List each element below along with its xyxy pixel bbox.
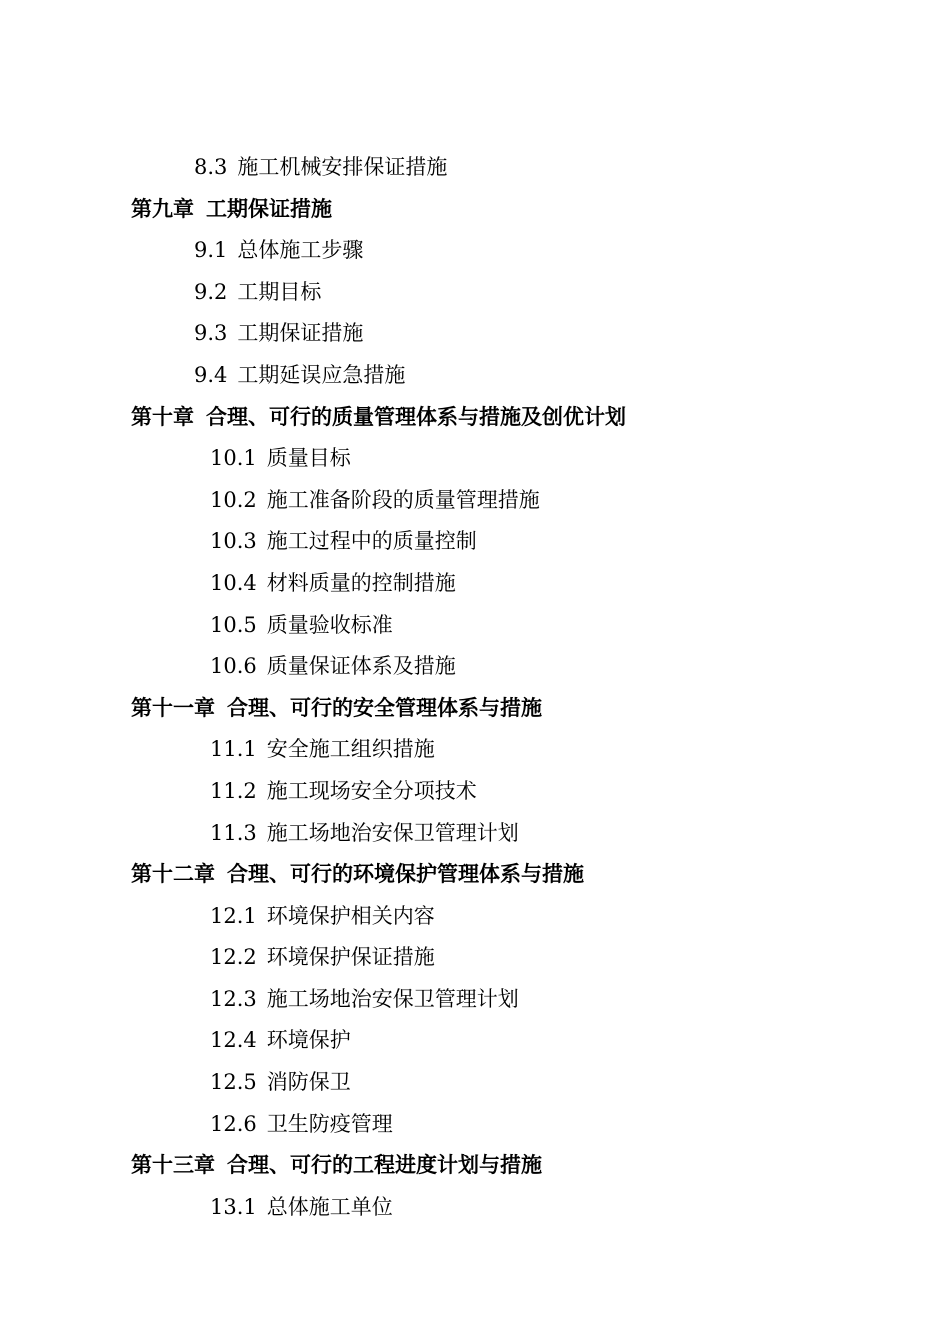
chapter-title: 合理、可行的环境保护管理体系与措施	[227, 862, 584, 887]
chapter-label: 第九章	[131, 196, 194, 221]
chapter-label: 第十二章	[131, 862, 215, 887]
section-title: 质量保证体系及措施	[266, 654, 456, 679]
toc-section-item	[0, 646, 950, 688]
section-title: 环境保护相关内容	[266, 903, 435, 928]
section-title: 卫生防疫管理	[266, 1111, 393, 1136]
toc-section-item	[0, 1187, 950, 1229]
toc-section-item	[0, 230, 950, 272]
toc-section-item	[0, 521, 950, 563]
section-title: 施工场地治安保卫管理计划	[266, 820, 519, 845]
section-number: 13.1	[210, 1194, 257, 1219]
section-number: 10.3	[210, 529, 257, 554]
toc-section-item	[0, 729, 950, 771]
toc-section-item	[0, 979, 950, 1021]
section-title: 工期目标	[237, 279, 322, 304]
toc-section-item	[0, 563, 950, 605]
section-number: 9.3	[194, 321, 228, 346]
toc-section-item	[0, 1062, 950, 1104]
section-number: 12.6	[210, 1111, 257, 1136]
section-number: 12.4	[210, 1028, 257, 1053]
section-title: 环境保护	[266, 1028, 351, 1053]
toc-section-item	[0, 438, 950, 480]
section-number: 9.2	[194, 279, 228, 304]
section-title: 材料质量的控制措施	[266, 570, 456, 595]
section-number: 12.3	[210, 986, 257, 1011]
section-title: 总体施工单位	[266, 1194, 393, 1219]
toc-chapter-heading	[0, 189, 950, 231]
section-number: 9.1	[194, 238, 228, 263]
section-number: 11.1	[210, 737, 257, 762]
chapter-title: 合理、可行的质量管理体系与措施及创优计划	[206, 404, 626, 429]
section-number: 10.1	[210, 446, 257, 471]
section-title: 消防保卫	[266, 1070, 351, 1095]
chapter-title: 合理、可行的工程进度计划与措施	[227, 1153, 542, 1178]
toc-section-item	[0, 480, 950, 522]
section-title: 质量验收标准	[266, 612, 393, 637]
toc-section-item	[0, 1020, 950, 1062]
toc-chapter-heading	[0, 854, 950, 896]
toc-section-item	[0, 813, 950, 855]
toc-section-item	[0, 771, 950, 813]
section-number: 10.5	[210, 612, 257, 637]
toc-chapter-heading	[0, 397, 950, 439]
chapter-title: 合理、可行的安全管理体系与措施	[227, 695, 542, 720]
section-title: 总体施工步骤	[237, 238, 364, 263]
toc-section-item	[0, 313, 950, 355]
section-number: 10.6	[210, 654, 257, 679]
section-title: 工期延误应急措施	[237, 362, 406, 387]
section-title: 施工过程中的质量控制	[266, 529, 477, 554]
toc-chapter-heading	[0, 688, 950, 730]
section-number: 8.3	[194, 155, 228, 179]
section-number: 10.2	[210, 487, 257, 512]
toc-section-item	[0, 147, 950, 189]
chapter-label: 第十三章	[131, 1153, 215, 1178]
chapter-label: 第十章	[131, 404, 194, 429]
toc-chapter-heading	[0, 1145, 950, 1187]
toc-section-item	[0, 937, 950, 979]
table-of-contents	[0, 147, 950, 1228]
section-title: 施工现场安全分项技术	[266, 778, 477, 803]
section-title: 环境保护保证措施	[266, 945, 435, 970]
toc-section-item	[0, 605, 950, 647]
section-title: 质量目标	[266, 446, 351, 471]
section-number: 9.4	[194, 362, 228, 387]
section-title: 施工准备阶段的质量管理措施	[266, 487, 540, 512]
section-number: 12.1	[210, 903, 257, 928]
section-title: 工期保证措施	[237, 321, 364, 346]
section-number: 11.2	[210, 778, 257, 803]
chapter-title: 工期保证措施	[206, 196, 332, 221]
section-title: 施工场地治安保卫管理计划	[266, 986, 519, 1011]
section-number: 11.3	[210, 820, 257, 845]
toc-section-item	[0, 896, 950, 938]
section-number: 10.4	[210, 570, 257, 595]
chapter-label: 第十一章	[131, 695, 215, 720]
section-title: 施工机械安排保证措施	[237, 155, 448, 179]
section-number: 12.5	[210, 1070, 257, 1095]
section-title: 安全施工组织措施	[266, 737, 435, 762]
toc-section-item	[0, 1104, 950, 1146]
toc-section-item	[0, 355, 950, 397]
section-number: 12.2	[210, 945, 257, 970]
toc-section-item	[0, 272, 950, 314]
